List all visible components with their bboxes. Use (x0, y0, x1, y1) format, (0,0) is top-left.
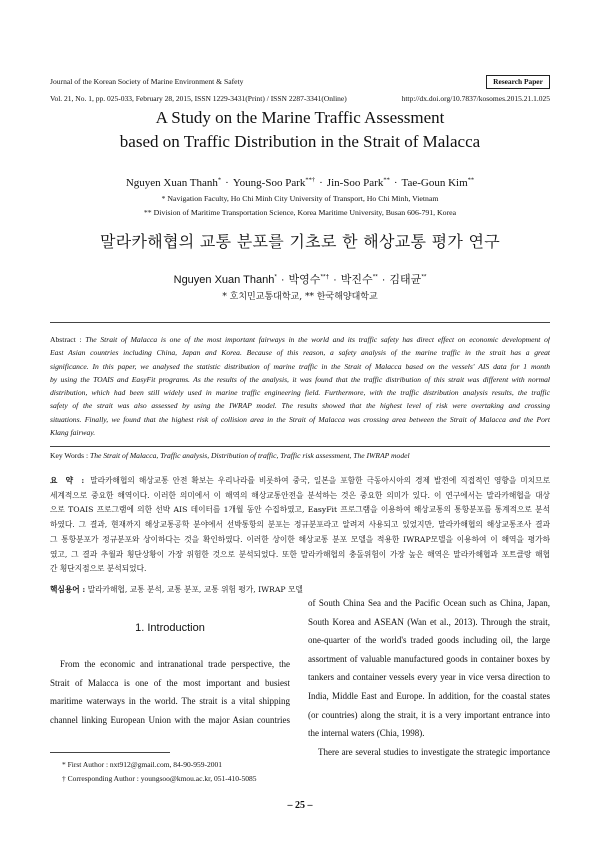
affiliation-list (50, 192, 550, 220)
abstract-label: Abstract : (50, 335, 82, 344)
affiliation-korean: * 호치민교통대학교, ** 한국해양대학교 (222, 292, 378, 302)
author-name: Nguyen Xuan Thanh (173, 274, 275, 286)
abstract-line: situations. Finally, we found that the highest risk of collision area in the Strait of Malacca was crossing area between the Strait of Malacca and the Port (50, 414, 550, 424)
body-line: tankers and container vessels every year in vice versa direction to (308, 672, 550, 683)
paper-title (50, 106, 550, 154)
abstract-line: safety of the strait was also assessed by using the IWRAP model. The results showed that the highest level of risk were overtaking and crossing (50, 401, 550, 411)
author-list (50, 176, 550, 190)
body-line: maritime waterways in the world. The strait is a vital shipping (50, 696, 290, 707)
affiliation: ** Division of Maritime Transportation Science, Korea Maritime University, Busan 606-791, Korea (143, 208, 457, 217)
author-separator: · (225, 177, 229, 189)
intro-right-column (308, 594, 550, 761)
title-line: based on Traffic Distribution in the Strait of Malacca (119, 132, 481, 151)
body-line: India, Middle East and Europe. In addition, for the coastal states (308, 690, 550, 701)
author-separator: · (333, 274, 337, 286)
author-name: Young-Soo Park (232, 177, 306, 189)
body-line: channel linking European Union with the major Asian countries (50, 714, 290, 725)
abstract-line: Klang fairway. (50, 428, 96, 438)
doi-link[interactable]: http://dx.doi.org/10.7837/kosomes.2015.21.1.025 (401, 94, 550, 103)
body-line: (or countries) along the strait, it is a very important entrance into (308, 709, 550, 720)
author-mark: ** (383, 176, 390, 184)
body-line: one-quarter of the world's traded goods including oil, the large (308, 635, 550, 646)
keywords (50, 450, 550, 462)
body-line: Strait of Malacca is one of the most important and busiest (50, 677, 290, 688)
author-separator: · (393, 177, 398, 189)
author-separator: · (381, 274, 386, 286)
divider (50, 322, 550, 323)
body-line: From the economic and intranational trade perspective, the (60, 659, 290, 669)
abstract-korean-text: 말라카해협의 해상교통 안전 확보는 우리나라를 비롯하여 중국, 일본을 포함한 극동아시아의 경제 발전에 직접적인 영향을 미치므로 (90, 476, 550, 485)
keywords-text: The Strait of Malacca, Traffic analysis, Distribution of traffic, Traffic risk assessment, The IWRAP model (89, 451, 410, 460)
author-name: Nguyen Xuan Thanh (125, 177, 218, 189)
author-mark: ** (467, 176, 475, 184)
footnote-divider (50, 752, 170, 753)
abstract (50, 333, 550, 439)
abstract-korean-line (50, 474, 550, 489)
abstract-korean-line: 였고, 그 결과 추월과 횡단상황이 가장 위험한 것으로 분석되었다. 또한 말라카해협의 충돌위험이 가장 높은 해역은 말라카해협과 포트클랑 해협 (50, 549, 550, 559)
page-number: – 25 – (287, 800, 313, 811)
abstract-korean-line: 세계적으로 중요한 해역이다. 이러한 의미에서 이 해역의 해상교통안전을 분석하는 것은 중요한 의미가 있다. 이 연구에서는 말라카해협을 대상 (50, 490, 550, 500)
author-name: 김태균 (389, 274, 422, 286)
section-heading: 1. Introduction (135, 622, 205, 634)
abstract-line (50, 333, 550, 346)
author-mark: **† (320, 273, 330, 281)
author-mark: ** (421, 273, 427, 281)
title-line: A Study on the Marine Traffic Assessment (155, 108, 445, 127)
footnote: † Corresponding Author : youngsoo@kmou.ac.kr, 051-410-5085 (62, 774, 257, 783)
abstract-line: distribution, which had been still widely used in marine traffic engineering field. Furthermore, with the traffic distribution analysis results, the traffic (50, 388, 550, 398)
abstract-line: by using the TOAIS and EasyFit programs. As the results of the analysis, it was found that the traffic distribution of this strait was different with normal (50, 374, 550, 384)
body-line: of South China Sea and the Pacific Ocean such as China, Japan, (308, 598, 550, 608)
abstract-korean-line: 으로 TOAIS 프로그램에 의한 선박 AIS 데이터를 1개월 동안 수집하였고, EasyFit 프로그램을 이용하여 해상교통의 통항분포를 통계적으로 분석 (50, 505, 550, 515)
author-mark: * (274, 273, 277, 281)
intro-left-column (50, 655, 290, 729)
author-name: 박영수 (288, 274, 321, 286)
footnote: * First Author : nxt912@gmail.com, 84-90-959-2001 (62, 760, 223, 769)
author-name: 박진수 (340, 274, 373, 286)
abstract-korean-line: 그 통항분포가 정규분포와 상이하다는 것을 확인하였다. 이러한 상이한 해상교통 분포 모델을 적용한 IWRAP모델을 이용하여 이 해역을 평가하 (50, 534, 550, 544)
author-mark: **† (305, 176, 316, 184)
author-mark: * (217, 176, 222, 184)
abstract-korean-line: 간 횡단지점으로 분석되었다. (50, 564, 147, 574)
abstract-line: significance. In this paper, we analysed the statistic distribution of marine traffic in the Strait of Malacca based on the vessels' AIS data for 1 month (50, 361, 550, 371)
author-separator: · (319, 177, 323, 189)
abstract-korean-label: 요 약 : (50, 476, 87, 485)
body-line: the internal waters (Chia, 1998). (308, 728, 425, 739)
abstract-text: The Strait of Malacca is one of the most important fairways in the world and its traffic safety has direct effect on economic development of (85, 335, 550, 344)
author-mark: ** (372, 273, 378, 281)
author-list-korean (50, 272, 550, 288)
keywords-korean-label: 핵심용어 : (50, 585, 86, 594)
keywords-label: Key Words : (50, 451, 89, 460)
abstract-korean-line: 하였다. 그 결과, 현재까지 해상교통공학 분야에서 선박통항의 분포는 정규분포라고 알려져 사용되고 있었지만, 말라카해협의 해상교통조사 결과 (50, 520, 550, 530)
body-line: There are several studies to investigate the strategic importance (318, 746, 550, 757)
footnotes (50, 758, 290, 786)
paper-title-korean: 말라카해협의 교통 분포를 기초로 한 해상교통 평가 연구 (99, 232, 501, 251)
author-separator: · (280, 274, 285, 286)
volume-row (50, 94, 550, 104)
journal-name: Journal of the Korean Society of Marine Environment & Safety (50, 77, 244, 86)
body-line: South Korea and ASEAN (Wan et al., 2013). Through the strait, (308, 616, 550, 627)
body-line: assortment of valuable manufactured goods in container boxes by (308, 653, 550, 664)
volume-info: Vol. 21, No. 1, pp. 025-033, February 28, 2015, ISSN 1229-3431(Print) / ISSN 2287-3341(Online) (50, 94, 347, 103)
abstract-line: East Asian countries including China, Japan and Korea. Because of this reason, a safety analysis of the marine traffic in the strait has a great (50, 348, 550, 358)
affiliation: * Navigation Faculty, Ho Chi Minh City University of Transport, Ho Chi Minh, Vietnam (161, 194, 439, 203)
article-type-badge: Research Paper (486, 75, 550, 89)
author-name: Tae-Goun Kim (401, 177, 468, 189)
keywords-korean-text: 말라카해협, 교통 분석, 교통 분포, 교통 위험 평가, IWRAP 모델 (87, 585, 303, 594)
divider (50, 446, 550, 447)
author-name: Jin-Soo Park (326, 177, 384, 189)
abstract-korean (50, 474, 550, 577)
